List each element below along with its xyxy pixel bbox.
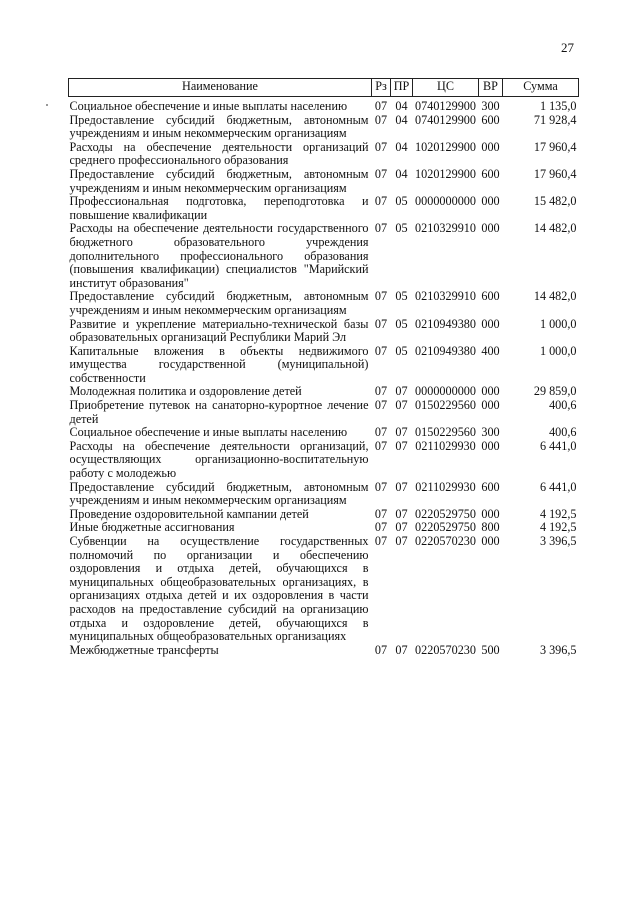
row-sum: 1 000,0 bbox=[539, 343, 577, 358]
table-row bbox=[69, 318, 579, 345]
row-vr: 600 bbox=[481, 289, 500, 304]
row-vr: 500 bbox=[481, 642, 500, 657]
row-cs: 1020129900 bbox=[415, 139, 476, 154]
row-vr: 000 bbox=[481, 221, 500, 236]
row-sum: 17 960,4 bbox=[533, 166, 577, 181]
row-cs: 0211029930 bbox=[415, 438, 476, 453]
row-pr: 07 bbox=[395, 520, 408, 535]
header-pr: ПР bbox=[391, 79, 413, 97]
row-sum: 14 482,0 bbox=[533, 221, 577, 236]
row-cs: 0000000000 bbox=[415, 384, 476, 399]
header-name: Наименование bbox=[69, 79, 372, 97]
row-sum: 6 441,0 bbox=[539, 438, 577, 453]
row-cs: 0210329910 bbox=[415, 221, 476, 236]
row-rz: 07 bbox=[374, 316, 388, 331]
row-rz: 07 bbox=[374, 289, 388, 304]
row-vr: 000 bbox=[481, 534, 500, 548]
row-vr: 600 bbox=[481, 479, 500, 494]
table-header bbox=[69, 79, 579, 97]
row-name: Иные бюджетные ассигнования bbox=[69, 520, 235, 535]
header-vr: ВР bbox=[479, 79, 503, 97]
row-name: Предоставление субсидий бюджетным, автономным учреждениям и иным некоммерческим организациям bbox=[69, 479, 369, 508]
table-row bbox=[69, 195, 579, 222]
table-row bbox=[69, 168, 579, 195]
row-pr: 04 bbox=[395, 166, 408, 181]
row-name: Социальное обеспечение и иные выплаты населению bbox=[69, 99, 348, 113]
row-rz: 07 bbox=[374, 398, 388, 413]
row-sum: 6 441,0 bbox=[539, 479, 577, 494]
row-cs: 0211029930 bbox=[415, 479, 476, 494]
row-pr: 07 bbox=[395, 642, 408, 657]
table-row bbox=[69, 440, 579, 481]
row-name: Проведение оздоровительной кампании детей bbox=[69, 506, 309, 521]
row-pr: 07 bbox=[395, 398, 408, 413]
table-row bbox=[69, 222, 579, 290]
table-row bbox=[69, 345, 579, 386]
header-cs: ЦС bbox=[413, 79, 479, 97]
row-sum: 15 482,0 bbox=[533, 194, 577, 209]
table-body bbox=[69, 97, 579, 658]
row-pr: 07 bbox=[395, 479, 408, 494]
row-sum: 3 396,5 bbox=[539, 534, 577, 548]
row-cs: 0000000000 bbox=[415, 194, 476, 209]
row-vr: 000 bbox=[481, 316, 500, 331]
row-name: Предоставление субсидий бюджетным, автономным учреждениям и иным некоммерческим организациям bbox=[69, 112, 369, 141]
row-vr: 000 bbox=[481, 506, 500, 521]
row-vr: 000 bbox=[481, 438, 500, 453]
row-cs: 0220529750 bbox=[415, 506, 476, 521]
table-row bbox=[69, 97, 579, 114]
row-pr: 07 bbox=[395, 425, 408, 440]
page-number: 27 bbox=[561, 40, 574, 55]
row-rz: 07 bbox=[374, 506, 388, 521]
row-cs: 0740129900 bbox=[415, 99, 476, 113]
row-rz: 07 bbox=[374, 221, 388, 236]
row-name: Предоставление субсидий бюджетным, автономным учреждениям и иным некоммерческим организациям bbox=[69, 289, 369, 317]
row-name: Межбюджетные трансферты bbox=[69, 642, 219, 657]
row-cs: 0740129900 bbox=[415, 112, 476, 127]
row-vr: 000 bbox=[481, 194, 500, 209]
row-name: Субвенции на осуществление государственных полномочий по организации и обеспечению оздоровления и отдыха детей, обучающихся в муниципальных общеобразовательных организациях, в организациях отдыха детей и их оздоровления в части расходов на предоставление субсидий на организацию отдыха и оздоровление детей, обучающихся в муниципальных общеобразовательных организациях bbox=[69, 534, 369, 644]
header-sum: Сумма bbox=[503, 79, 579, 97]
row-pr: 04 bbox=[395, 112, 408, 127]
row-vr: 300 bbox=[481, 99, 500, 113]
row-name: Предоставление субсидий бюджетным, автономным учреждениям и иным некоммерческим организациям bbox=[69, 166, 369, 195]
row-name: Развитие и укрепление материально-технической базы образовательных организаций Республики Марий Эл bbox=[69, 316, 369, 345]
row-pr: 05 bbox=[395, 289, 408, 304]
row-sum: 71 928,4 bbox=[533, 112, 577, 127]
row-pr: 05 bbox=[395, 194, 408, 209]
row-sum: 29 859,0 bbox=[533, 384, 577, 399]
header-rz: Рз bbox=[372, 79, 391, 97]
row-pr: 04 bbox=[395, 139, 408, 154]
row-sum: 4 192,5 bbox=[539, 520, 577, 535]
row-rz: 07 bbox=[374, 642, 388, 657]
row-pr: 05 bbox=[395, 221, 408, 236]
row-pr: 07 bbox=[395, 384, 408, 399]
table-row bbox=[69, 385, 579, 399]
row-rz: 07 bbox=[374, 384, 388, 399]
row-rz: 07 bbox=[374, 520, 388, 535]
table-row bbox=[69, 141, 579, 168]
row-cs: 0210949380 bbox=[415, 316, 476, 331]
row-name: Молодежная политика и оздоровление детей bbox=[69, 384, 302, 399]
row-rz: 07 bbox=[374, 99, 388, 113]
scan-mark bbox=[46, 104, 48, 106]
row-rz: 07 bbox=[374, 166, 388, 181]
row-vr: 600 bbox=[481, 112, 500, 127]
row-name: Капитальные вложения в объекты недвижимого имущества государственной (муниципальной) собственности bbox=[69, 343, 369, 385]
row-rz: 07 bbox=[374, 425, 388, 440]
row-cs: 1020129900 bbox=[415, 166, 476, 181]
row-cs: 0150229560 bbox=[415, 398, 476, 413]
row-vr: 000 bbox=[481, 398, 500, 413]
row-cs: 0210329910 bbox=[415, 289, 476, 304]
row-sum: 1 135,0 bbox=[539, 99, 577, 113]
row-pr: 07 bbox=[395, 438, 408, 453]
row-name: Расходы на обеспечение деятельности организаций среднего профессионального образования bbox=[69, 139, 369, 168]
row-cs: 0220570230 bbox=[415, 534, 476, 548]
row-vr: 800 bbox=[481, 520, 500, 535]
table-row bbox=[69, 644, 579, 658]
row-name: Расходы на обеспечение деятельности организаций, осуществляющих организационно-воспитательную работу с молодежью bbox=[69, 438, 369, 481]
row-pr: 05 bbox=[395, 343, 408, 358]
row-rz: 07 bbox=[374, 194, 388, 209]
row-vr: 400 bbox=[481, 343, 500, 358]
row-rz: 07 bbox=[374, 479, 388, 494]
row-sum: 17 960,4 bbox=[533, 139, 577, 154]
row-sum: 400,6 bbox=[549, 398, 577, 413]
row-cs: 0150229560 bbox=[415, 425, 476, 440]
row-rz: 07 bbox=[374, 438, 388, 453]
row-sum: 14 482,0 bbox=[533, 289, 577, 304]
table-row bbox=[69, 508, 579, 522]
table-row bbox=[69, 535, 579, 644]
budget-table bbox=[68, 78, 579, 657]
row-sum: 400,6 bbox=[549, 425, 577, 440]
row-sum: 1 000,0 bbox=[539, 316, 577, 331]
row-vr: 000 bbox=[481, 139, 500, 154]
table-row bbox=[69, 114, 579, 141]
row-rz: 07 bbox=[374, 534, 388, 548]
row-name: Приобретение путевок на санаторно-курортное лечение детей bbox=[69, 398, 369, 426]
row-cs: 0210949380 bbox=[415, 343, 476, 358]
row-rz: 07 bbox=[374, 343, 388, 358]
row-pr: 04 bbox=[395, 99, 408, 113]
row-cs: 0220529750 bbox=[415, 520, 476, 535]
row-vr: 000 bbox=[481, 384, 500, 399]
row-sum: 4 192,5 bbox=[539, 506, 577, 521]
table-row bbox=[69, 426, 579, 440]
row-pr: 05 bbox=[395, 316, 408, 331]
row-name: Расходы на обеспечение деятельности государственного бюджетного образовательного учреждения дополнительного профессионального образования (повышения квалификации) специалистов "Марийский институт образования" bbox=[69, 221, 369, 290]
row-vr: 600 bbox=[481, 166, 500, 181]
row-pr: 07 bbox=[395, 506, 408, 521]
row-rz: 07 bbox=[374, 112, 388, 127]
table-row bbox=[69, 481, 579, 508]
table-row bbox=[69, 290, 579, 317]
row-pr: 07 bbox=[395, 534, 408, 548]
table-row bbox=[69, 399, 579, 426]
row-vr: 300 bbox=[481, 425, 500, 440]
row-rz: 07 bbox=[374, 139, 388, 154]
row-name: Социальное обеспечение и иные выплаты населению bbox=[69, 425, 348, 440]
row-sum: 3 396,5 bbox=[539, 642, 577, 657]
table-row bbox=[69, 521, 579, 535]
row-cs: 0220570230 bbox=[415, 642, 476, 657]
row-name: Профессиональная подготовка, переподготовка и повышение квалификации bbox=[69, 194, 369, 222]
